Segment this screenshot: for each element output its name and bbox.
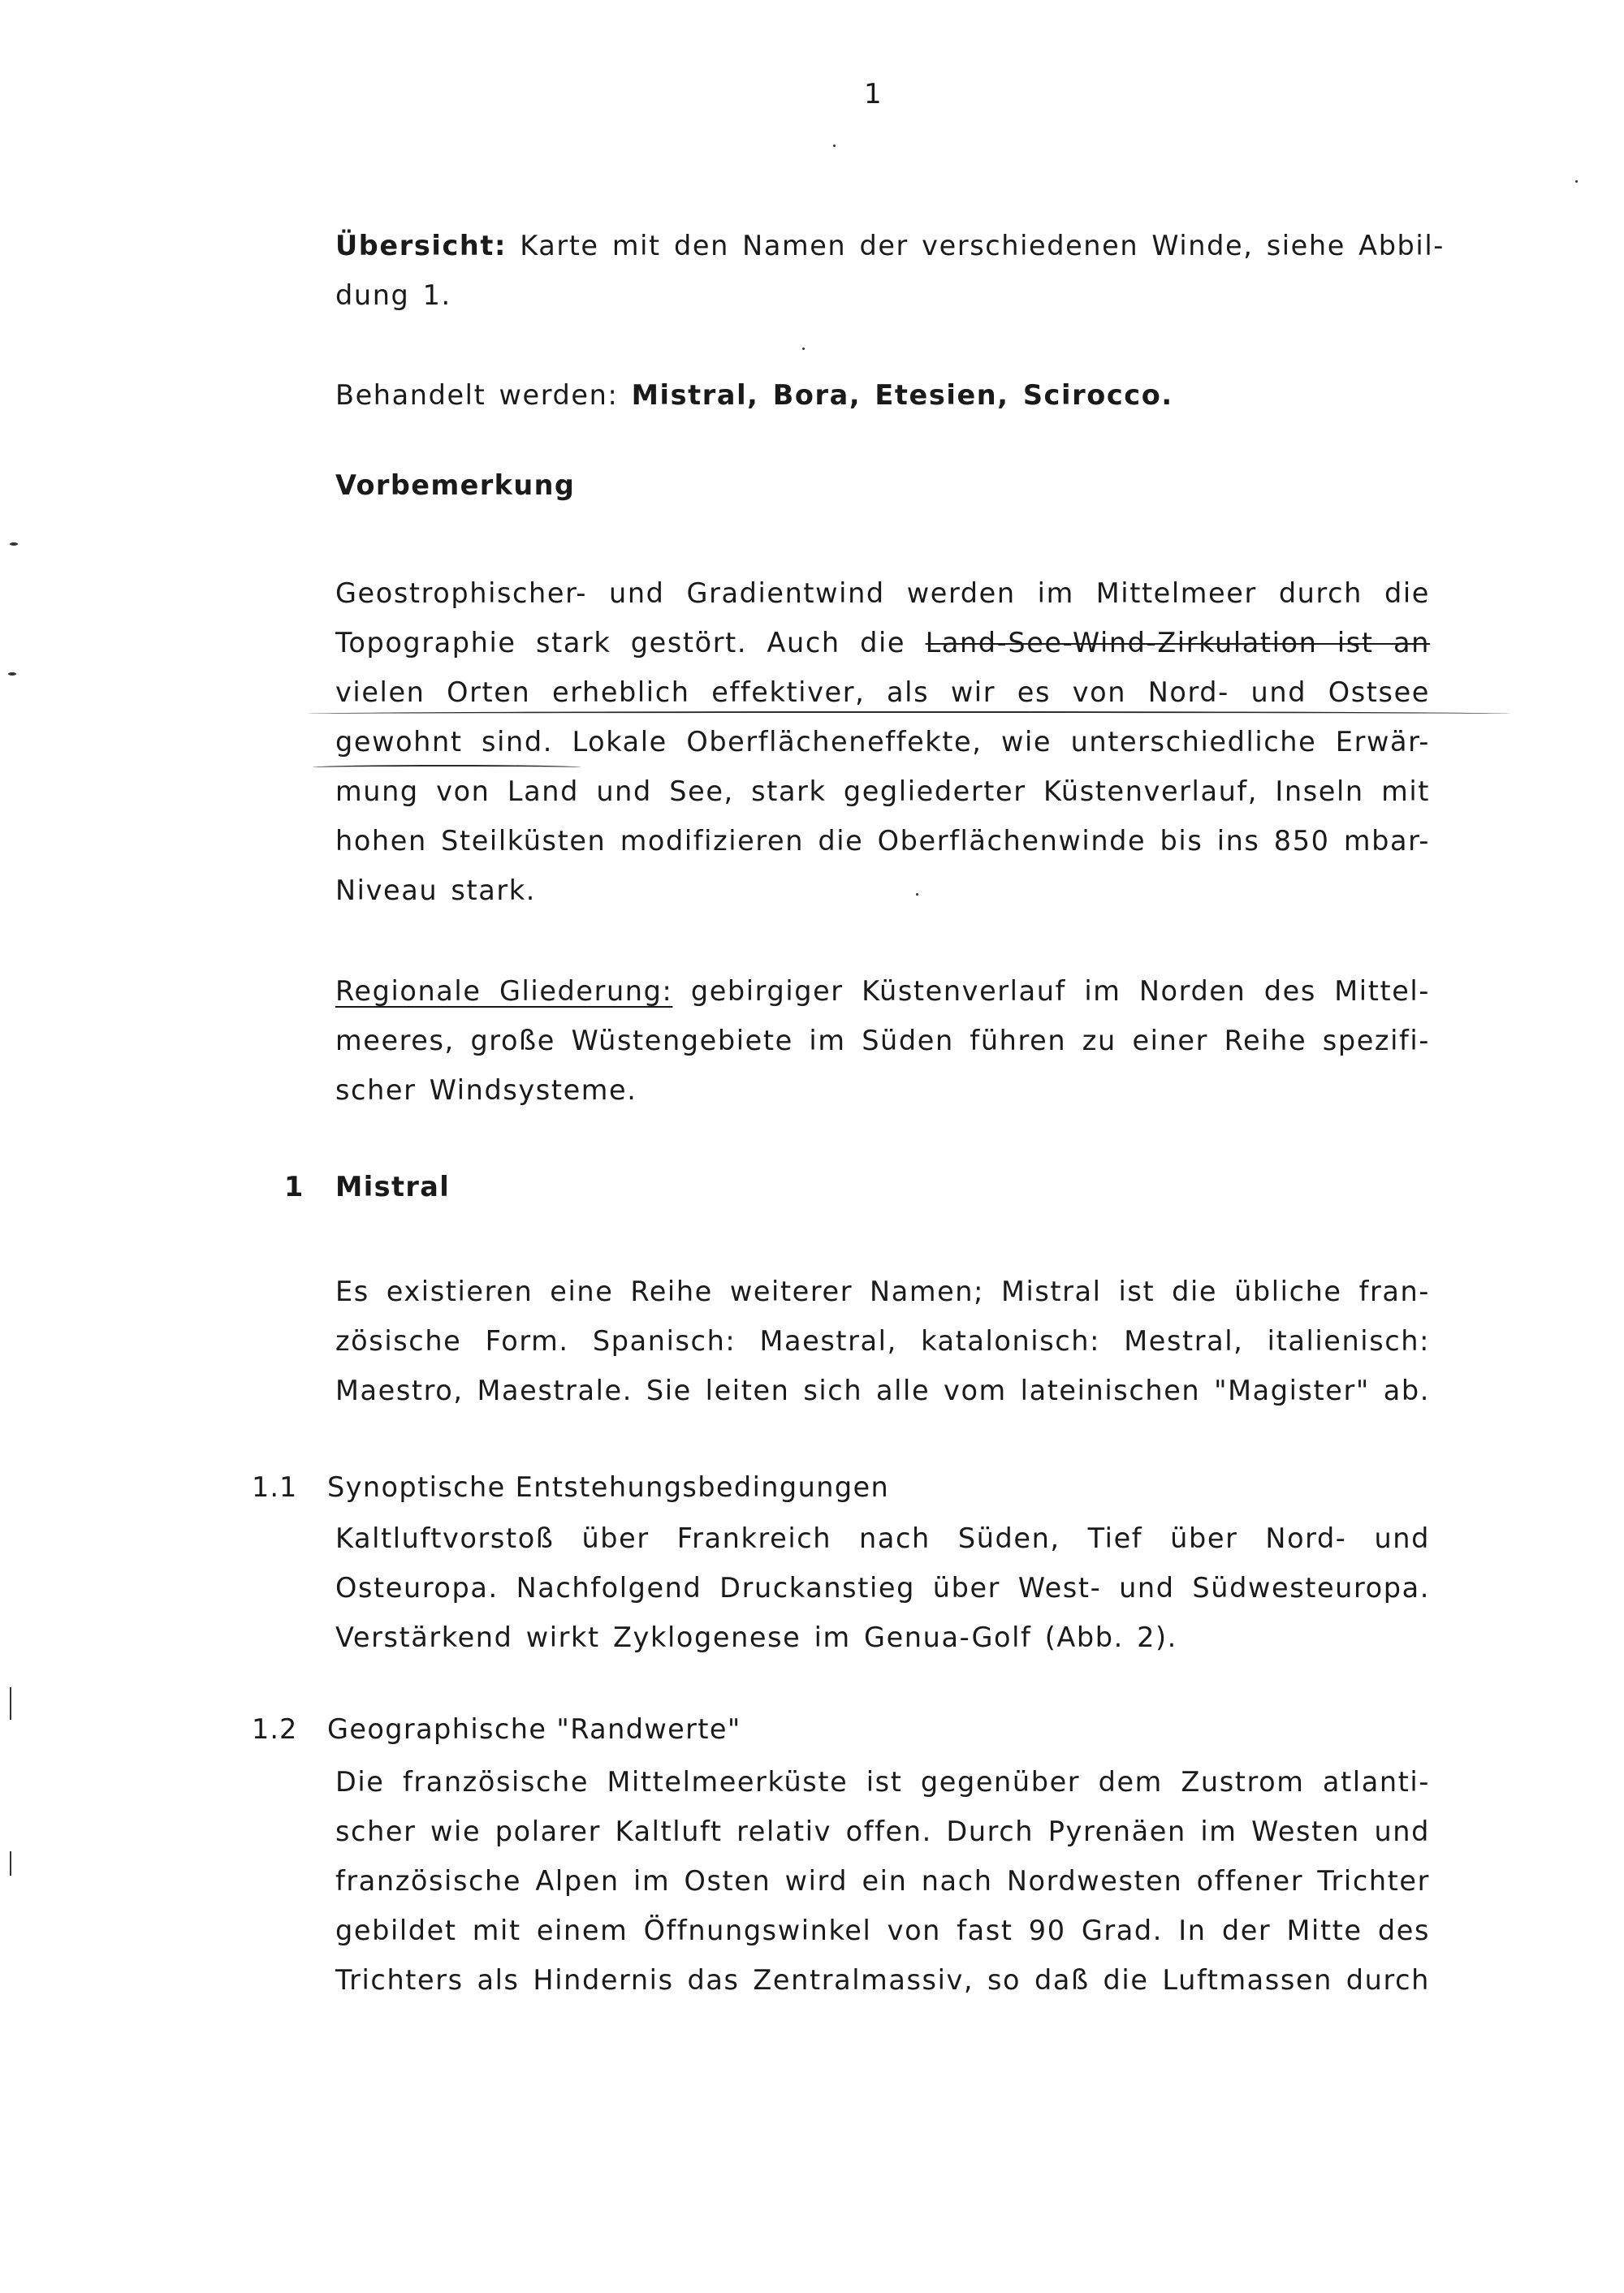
overview-line-2: dung 1.	[335, 279, 451, 311]
section-1-2-line-1: Die französische Mittelmeerküste ist gegenüber dem Zustrom atlanti-	[335, 1766, 1430, 1798]
preface-line-1: Geostrophischer- und Gradientwind werden im Mittelmeer durch die	[335, 577, 1430, 609]
section-1-2-line-5: Trichters als Hindernis das Zentralmassiv, so daß die Luftmassen durch	[335, 1964, 1430, 1996]
treated-winds: Mistral, Bora, Etesien, Scirocco.	[631, 379, 1173, 411]
scan-speck	[10, 1851, 11, 1876]
scan-speck	[10, 1687, 11, 1720]
scan-speck	[1575, 180, 1578, 183]
regional-line-3: scher Windsysteme.	[335, 1074, 637, 1106]
section-1-line-3: Maestro, Maestrale. Sie leiten sich alle vom lateinischen "Magister" ab.	[335, 1375, 1430, 1406]
treated-paragraph	[335, 370, 1430, 420]
section-1-2-line-3: französische Alpen im Osten wird ein nach Nordwesten offener Trichter	[335, 1865, 1430, 1897]
preface-line-5: mung von Land und See, stark gegliederter Küstenverlauf, Inseln mit	[335, 775, 1430, 807]
section-1-1-title: Synoptische Entstehungsbedingungen	[327, 1471, 890, 1503]
section-1-line-2: zösische Form. Spanisch: Maestral, katalonisch: Mestral, italienisch:	[335, 1325, 1430, 1357]
scan-speck	[10, 542, 18, 546]
section-1-2-number: 1.2	[252, 1713, 298, 1745]
preface-line-7: Niveau stark.	[335, 874, 536, 906]
page-number: 1	[864, 78, 883, 110]
section-1-1-number: 1.1	[252, 1471, 298, 1503]
regional-line-1: Regionale Gliederung: gebirgiger Küstenverlauf im Norden des Mittel-	[335, 975, 1430, 1007]
scan-speck	[916, 893, 918, 896]
handwritten-wavy-line-short	[313, 765, 581, 770]
overview-label: Übersicht:	[335, 230, 507, 261]
section-1-number: 1	[284, 1171, 304, 1203]
section-1-1-line-2: Osteuropa. Nachfolgend Druckanstieg über West- und Südwesteuropa.	[335, 1572, 1430, 1604]
treated-line: Behandelt werden: Mistral, Bora, Etesien, Scirocco.	[335, 379, 1173, 411]
section-1-1-paragraph	[335, 1514, 1430, 1662]
overview-paragraph	[335, 221, 1445, 320]
section-1-2-line-2: scher wie polarer Kaltluft relativ offen. Durch Pyrenäen im Westen und	[335, 1816, 1430, 1847]
scan-speck	[8, 672, 16, 676]
preface-line-3: vielen Orten erheblich effektiver, als wir es von Nord- und Ostsee	[335, 676, 1430, 708]
scan-speck	[802, 348, 805, 350]
struck-phrase: Land-See-Wind-Zirkulation ist an	[925, 627, 1430, 659]
section-1-2-paragraph	[335, 1757, 1430, 2005]
overview-line-1: Übersicht: Karte mit den Namen der verschiedenen Winde, siehe Abbil-	[335, 230, 1445, 261]
regional-paragraph	[335, 966, 1430, 1115]
section-1-2-title: Geographische "Randwerte"	[327, 1713, 741, 1745]
section-1-1-line-1: Kaltluftvorstoß über Frankreich nach Süden, Tief über Nord- und	[335, 1522, 1430, 1554]
preface-line-2: Topographie stark gestört. Auch die Land-See-Wind-Zirkulation ist an	[335, 627, 1430, 659]
preface-line-4: gewohnt sind. Lokale Oberflächeneffekte, wie unterschiedliche Erwär-	[335, 726, 1430, 758]
preface-line-6: hohen Steilküsten modifizieren die Oberflächenwinde bis ins 850 mbar-	[335, 825, 1430, 857]
scan-speck	[833, 145, 836, 147]
regional-line-2: meeres, große Wüstengebiete im Süden führen zu einer Reihe spezifi-	[335, 1025, 1430, 1056]
preface-paragraph	[335, 568, 1430, 915]
section-1-1-line-3: Verstärkend wirkt Zyklogenese im Genua-Golf (Abb. 2).	[335, 1622, 1177, 1653]
handwritten-wavy-line	[309, 711, 1510, 716]
section-1-2-line-4: gebildet mit einem Öffnungswinkel von fast 90 Grad. In der Mitte des	[335, 1915, 1430, 1946]
section-1-paragraph	[335, 1267, 1430, 1415]
section-1-title: Mistral	[335, 1171, 451, 1203]
section-1-line-1: Es existieren eine Reihe weiterer Namen; Mistral ist die übliche fran-	[335, 1276, 1430, 1307]
preface-heading: Vorbemerkung	[335, 469, 576, 501]
regional-label: Regionale Gliederung:	[335, 975, 673, 1007]
